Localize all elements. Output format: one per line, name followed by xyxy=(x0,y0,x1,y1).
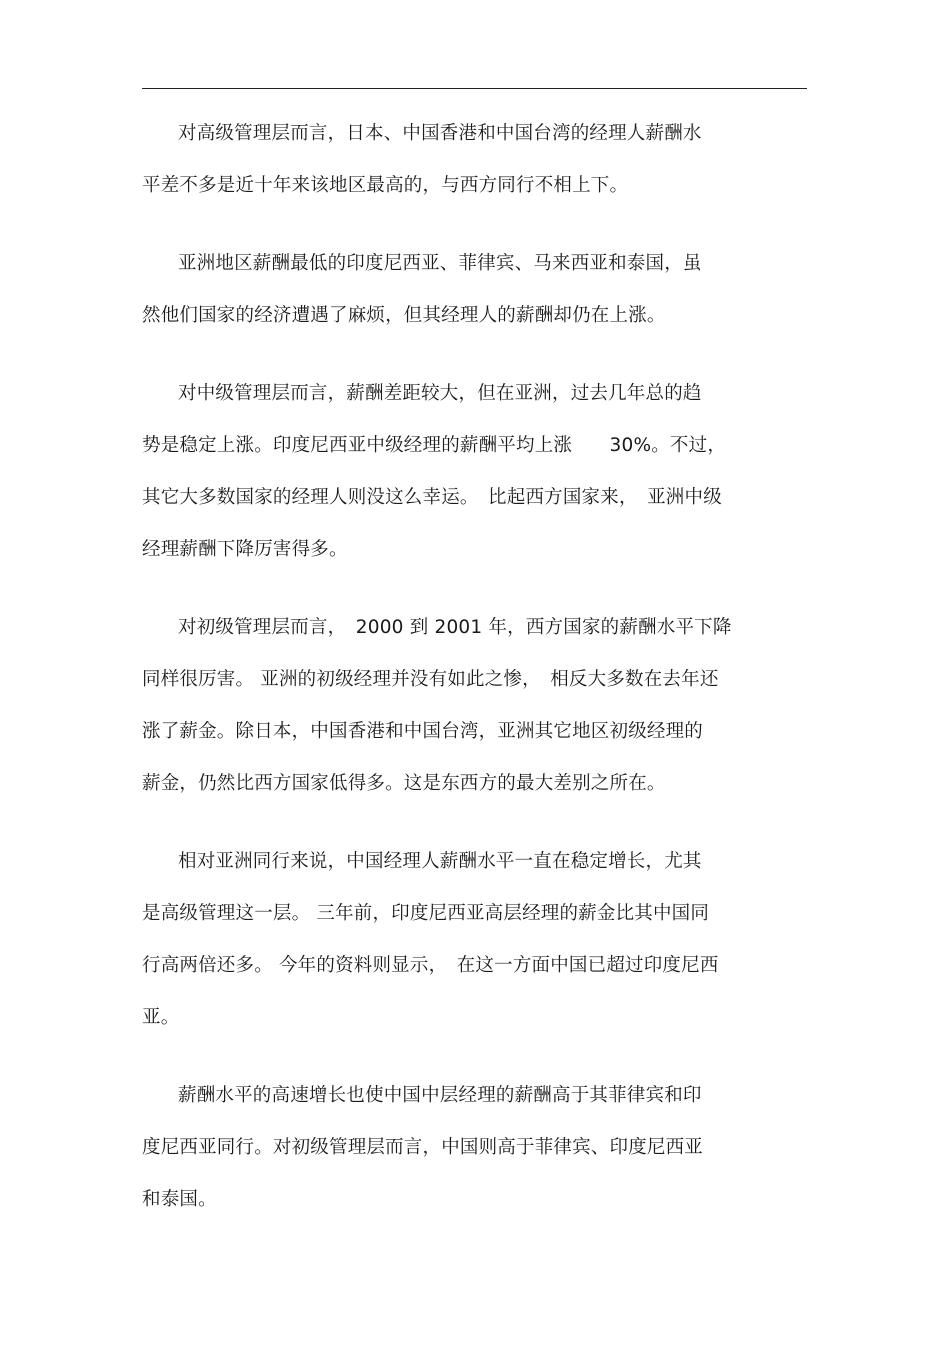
paragraph-line: 对中级管理层而言，薪酬差距较大，但在亚洲，过去几年总的趋 xyxy=(178,383,702,404)
paragraph-junior-management xyxy=(142,602,812,810)
paragraph-line: 和泰国。 xyxy=(142,1189,217,1210)
paragraph-line: 其它大多数国家的经理人则没这么幸运。 比起西方国家来， 亚洲中级 xyxy=(142,487,722,508)
paragraph-line: 度尼西亚同行。对初级管理层而言，中国则高于菲律宾、印度尼西亚 xyxy=(142,1137,704,1158)
document-body xyxy=(142,108,812,1252)
paragraph-line: 对高级管理层而言，日本、中国香港和中国台湾的经理人薪酬水 xyxy=(178,123,702,144)
paragraph-line: 亚洲地区薪酬最低的印度尼西亚、菲律宾、马来西亚和泰国，虽 xyxy=(178,253,702,274)
paragraph-china-middle-junior xyxy=(142,1070,812,1226)
paragraph-line: 经理薪酬下降厉害得多。 xyxy=(142,539,348,560)
paragraph-line: 对初级管理层而言， 2000 到 2001 年，西方国家的薪酬水平下降 xyxy=(178,617,732,638)
paragraph-lowest-salary-countries xyxy=(142,238,812,342)
paragraph-line: 薪金，仍然比西方国家低得多。这是东西方的最大差别之所在。 xyxy=(142,773,666,794)
paragraph-line: 是高级管理这一层。 三年前，印度尼西亚高层经理的薪金比其中国同 xyxy=(142,903,710,924)
header-rule xyxy=(142,88,807,89)
paragraph-line: 同样很厉害。 亚洲的初级经理并没有如此之惨， 相反大多数在去年还 xyxy=(142,669,719,690)
paragraph-china-growth xyxy=(142,836,812,1044)
paragraph-line: 然他们国家的经济遭遇了麻烦，但其经理人的薪酬却仍在上涨。 xyxy=(142,305,666,326)
paragraph-line: 薪酬水平的高速增长也使中国中层经理的薪酬高于其菲律宾和印 xyxy=(178,1085,702,1106)
paragraph-middle-management xyxy=(142,368,812,576)
paragraph-line: 亚。 xyxy=(142,1007,180,1028)
paragraph-line: 势是稳定上涨。印度尼西亚中级经理的薪酬平均上涨 30%。不过， xyxy=(142,435,727,456)
paragraph-senior-management xyxy=(142,108,812,212)
paragraph-line: 相对亚洲同行来说，中国经理人薪酬水平一直在稳定增长，尤其 xyxy=(178,851,702,872)
paragraph-line: 行高两倍还多。 今年的资料则显示， 在这一方面中国已超过印度尼西 xyxy=(142,955,719,976)
paragraph-line: 涨了薪金。除日本，中国香港和中国台湾，亚洲其它地区初级经理的 xyxy=(142,721,704,742)
paragraph-line: 平差不多是近十年来该地区最高的，与西方同行不相上下。 xyxy=(142,175,629,196)
